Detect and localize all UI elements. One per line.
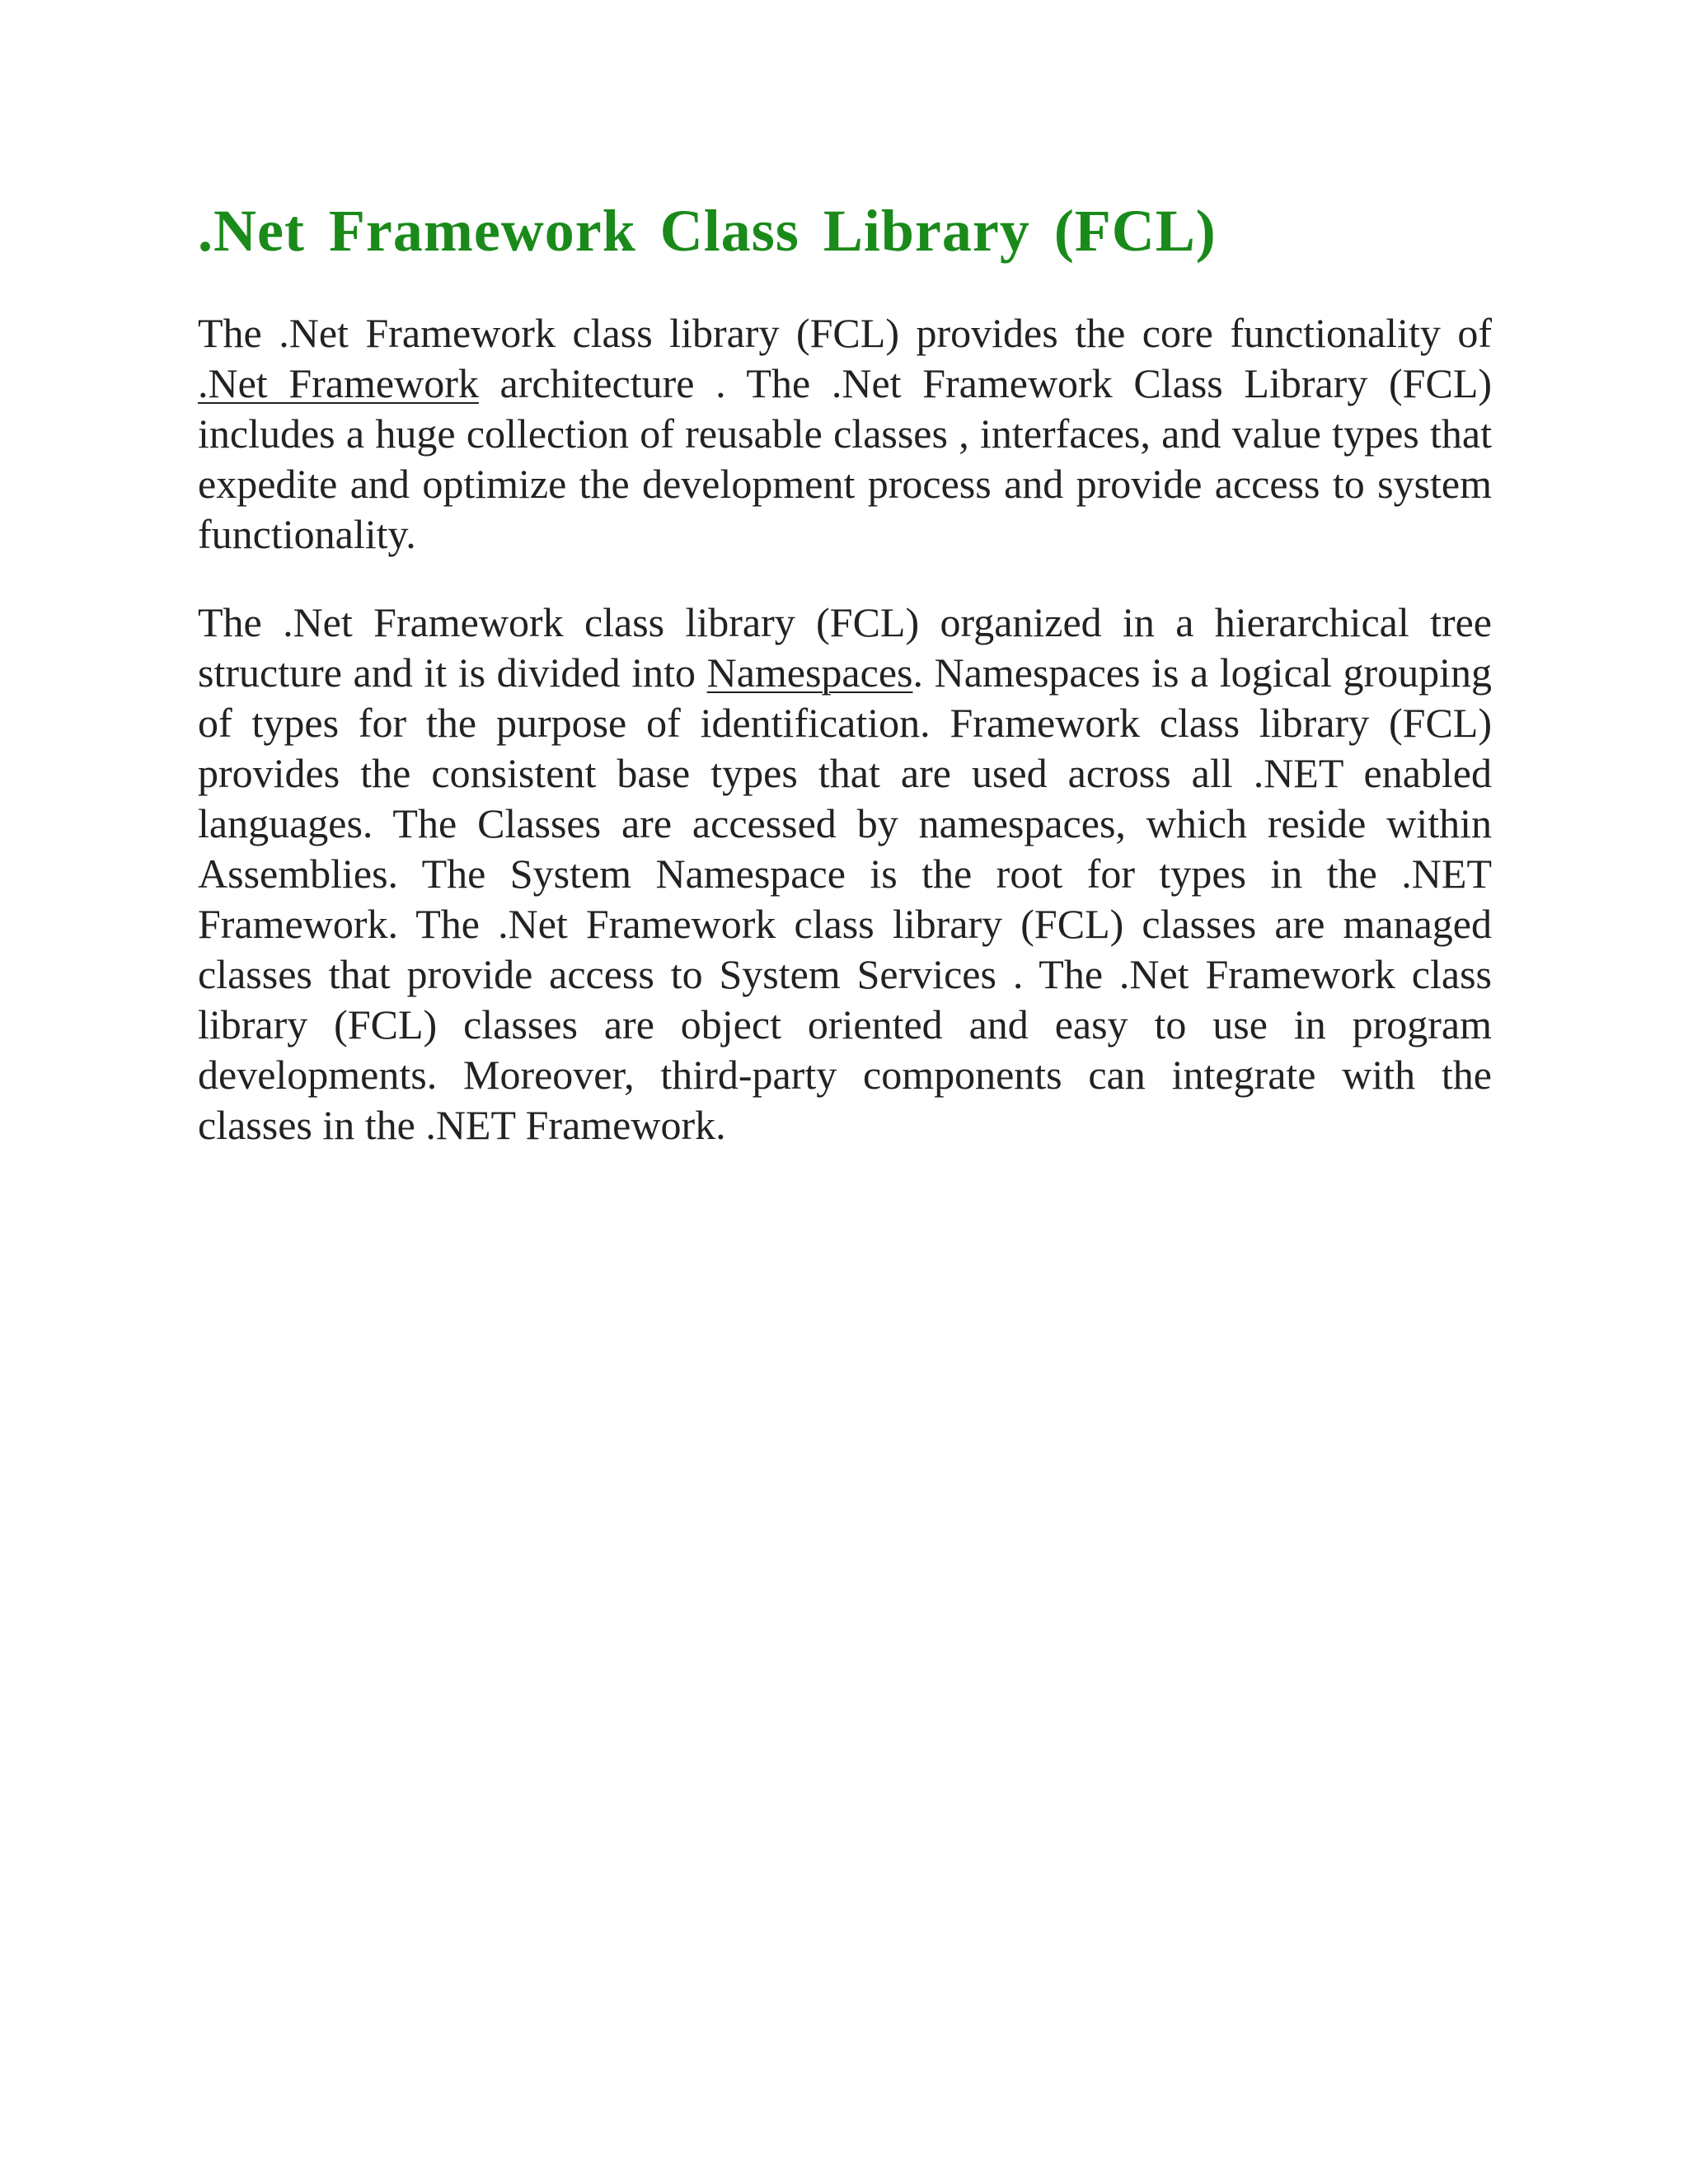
paragraph-intro	[198, 308, 1492, 560]
document-page	[198, 191, 1492, 1151]
net-framework-link[interactable]: .Net Framework	[198, 360, 479, 406]
paragraph-intro-text-start: The .Net Framework class library (FCL) provides the core functionality of	[198, 310, 1492, 356]
paragraph-intro-text-end: architecture . The .Net Framework Class Library (FCL) includes a huge collection of reusable classes , interfaces, and value types that expedite and optimize the development process and provide access to system functionality.	[198, 360, 1493, 557]
paragraph-namespaces	[198, 598, 1492, 1151]
document-title: .Net Framework Class Library (FCL)	[198, 198, 1217, 264]
paragraph-namespaces-text-end: . Namespaces is a logical grouping of types for the purpose of identification. Framework class library (FCL) provides the consistent base types that are used across all .NET enabled languages. The Classes are accessed by namespaces, which reside within Assemblies. The System Namespace is the root for types in the .NET Framework. The .Net Framework class library (FCL) classes are managed classes that provide access to System Services . The .Net Framework class library (FCL) classes are object oriented and easy to use in program developments. Moreover, third-party components can integrate with the classes in the .NET Framework.	[198, 649, 1492, 1148]
paragraph-namespaces-text-start: The .Net Framework class library (FCL) organized in a hierarchical tree structure and it is divided into	[198, 599, 1492, 696]
namespaces-link[interactable]: Namespaces	[706, 649, 913, 696]
